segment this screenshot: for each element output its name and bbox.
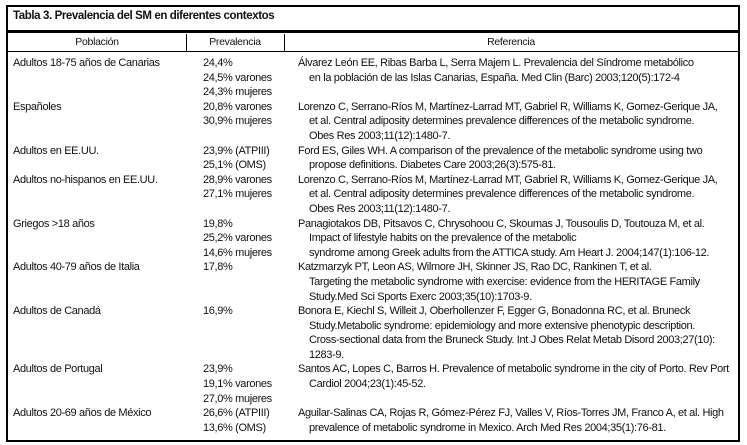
cell-referencia [298, 144, 702, 173]
referencia-line: Santos AC, Lopes C, Barros H. Prevalence of metabolic syndrome in the city of Porto. Rev Port [298, 363, 729, 376]
prevalencia-line: 25,1% (OMS) [203, 159, 266, 172]
referencia-line: Katzmarzyk PT, Leon AS, Wilmore JH, Skinner JS, Rao DC, Rankinen T, et al. [298, 261, 652, 274]
cell-referencia [298, 100, 717, 144]
prevalencia-line: 13,6% (OMS) [203, 421, 266, 434]
prevalencia-line: 19,1% varones [203, 378, 272, 391]
referencia-line: propose definitions. Diabetes Care 2003;26(3):575-81. [309, 159, 556, 172]
prevalencia-line: 16,9% [203, 305, 233, 318]
prevalencia-line: 23,9% (ATPIII) [203, 144, 270, 157]
table-row [8, 217, 738, 261]
table-row [8, 173, 738, 217]
table-title: Tabla 3. Prevalencia del SM en diferentes contextos [13, 10, 275, 22]
prevalencia-line: 30,9% mujeres [203, 115, 272, 128]
referencia-line: Lorenzo C, Serrano-Ríos M, Martínez-Larrad MT, Gabriel R, Williams K, Gomez-Gerique JA, [298, 100, 718, 113]
prevalencia-line: 24,4% [203, 57, 233, 69]
cell-referencia [298, 362, 729, 406]
cell-prevalencia [203, 100, 298, 144]
referencia-line: Study.Metabolic syndrome: epidemiology and more extensive phenotypic description. [309, 319, 696, 332]
table-row [8, 362, 738, 406]
referencia-line: prevalence of metabolic syndrome in Mexico. Arch Med Res 2004;35(1):76-81. [309, 421, 666, 434]
prevalencia-line: 26,6% (ATPIII) [203, 407, 270, 420]
cell-referencia [298, 217, 709, 261]
cell-prevalencia [203, 144, 298, 173]
referencia-line: Ford ES, Giles WH. A comparison of the prevalence of the metabolic syndrome using two [298, 144, 703, 157]
prevalencia-line: 24,3% mujeres [203, 86, 272, 99]
referencia-line: et al. Central adiposity determines prevalence differences of the metabolic syndrome. [309, 115, 695, 128]
prevalencia-line: 24,5% varones [203, 71, 272, 84]
prevalencia-line: 20,8% varones [203, 100, 272, 113]
cell-poblacion: Adultos 40-79 años de Italia [13, 261, 140, 274]
cell-poblacion: Adultos 18-75 años de Canarias [13, 57, 160, 69]
cell-prevalencia [203, 406, 298, 435]
title-rule [8, 30, 738, 33]
table-header [8, 34, 738, 52]
cell-prevalencia [203, 173, 298, 217]
table-row [8, 144, 738, 173]
referencia-line: syndrome among Greek adults from the ATTICA study. Am Heart J. 2004;147(1):106-12. [309, 246, 710, 259]
table-row [8, 260, 738, 304]
cell-referencia [298, 260, 700, 304]
header-divider [284, 34, 285, 51]
cell-prevalencia [203, 217, 298, 261]
cell-prevalencia [203, 56, 298, 100]
cell-referencia [298, 56, 694, 100]
prevalencia-line: 28,9% varones [203, 173, 272, 186]
prevalencia-line: 27,0% mujeres [203, 392, 272, 405]
cell-poblacion: Adultos en EE.UU. [13, 144, 99, 157]
referencia-line: Álvarez León EE, Ribas Barba L, Serra Majem L. Prevalencia del Síndrome metabólico [298, 57, 694, 69]
cell-poblacion: Españoles [13, 100, 62, 113]
referencia-line: Obes Res 2003;11(12):1480-7. [309, 129, 451, 142]
referencia-line: et al. Central adiposity determines prevalence differences of the metabolic syndrome. [309, 188, 695, 201]
referencia-line: Cardiol 2004;23(1):45-52. [309, 378, 426, 391]
table-row [8, 304, 738, 362]
header-prevalencia: Prevalencia [209, 36, 261, 48]
cell-referencia [298, 304, 715, 362]
table-row [8, 406, 738, 435]
referencia-line: Aguilar-Salinas CA, Rojas R, Gómez-Pérez FJ, Valles V, Ríos-Torres JM, Franco A, et al. High [298, 407, 724, 420]
referencia-line: en la población de las Islas Canarias, España. Med Clin (Barc) 2003;120(5):172-4 [309, 71, 680, 84]
referencia-line: Study.Med Sci Sports Exerc 2003;35(10):1703-9. [309, 290, 532, 303]
referencia-line: 1283-9. [309, 348, 344, 361]
cell-poblacion: Adultos 20-69 años de México [13, 407, 152, 420]
prevalencia-line: 23,9% [203, 363, 233, 376]
cell-referencia [298, 406, 724, 435]
cell-referencia [298, 173, 717, 217]
prevalencia-line: 17,8% [203, 261, 233, 274]
cell-prevalencia [203, 304, 298, 362]
referencia-line: Cross-sectional data from the Bruneck Study. Int J Obes Relat Metab Disord 2003;27(10): [309, 334, 715, 347]
referencia-line: Lorenzo C, Serrano-Ríos M, Martínez-Larrad MT, Gabriel R, Williams K, Gomez-Gerique JA, [298, 173, 718, 186]
prevalencia-line: 27,1% mujeres [203, 188, 272, 201]
table-row [8, 100, 738, 144]
cell-poblacion: Griegos >18 años [13, 217, 95, 230]
cell-poblacion: Adultos de Portugal [13, 363, 103, 376]
cell-poblacion: Adultos de Canadá [13, 305, 101, 318]
referencia-line: Bonora E, Kiechl S, Willeit J, Oberhollenzer F, Egger G, Bonadonna RC, et al. Bruneck [298, 305, 691, 318]
referencia-line: Targeting the metabolic syndrome with exercise: evidence from the HERITAGE Family [309, 275, 700, 288]
header-divider [186, 34, 187, 51]
table-row [8, 56, 738, 100]
prevalencia-line: 25,2% varones [203, 232, 272, 245]
table-frame [6, 5, 740, 442]
referencia-line: Impact of lifestyle habits on the prevalence of the metabolic [309, 232, 577, 245]
referencia-line: Panagiotakos DB, Pitsavos C, Chrysohoou C, Skoumas J, Tousoulis D, Toutouza M, et al. [298, 217, 705, 230]
cell-poblacion: Adultos no-hispanos en EE.UU. [13, 173, 158, 186]
referencia-line: Obes Res 2003;11(12):1480-7. [309, 202, 451, 215]
header-poblacion: Población [75, 36, 119, 48]
prevalencia-line: 14,6% mujeres [203, 246, 272, 259]
table-body [8, 56, 738, 435]
cell-prevalencia [203, 260, 298, 304]
prevalencia-line: 19,8% [203, 217, 233, 230]
header-referencia: Referencia [487, 36, 535, 48]
cell-prevalencia [203, 362, 298, 406]
